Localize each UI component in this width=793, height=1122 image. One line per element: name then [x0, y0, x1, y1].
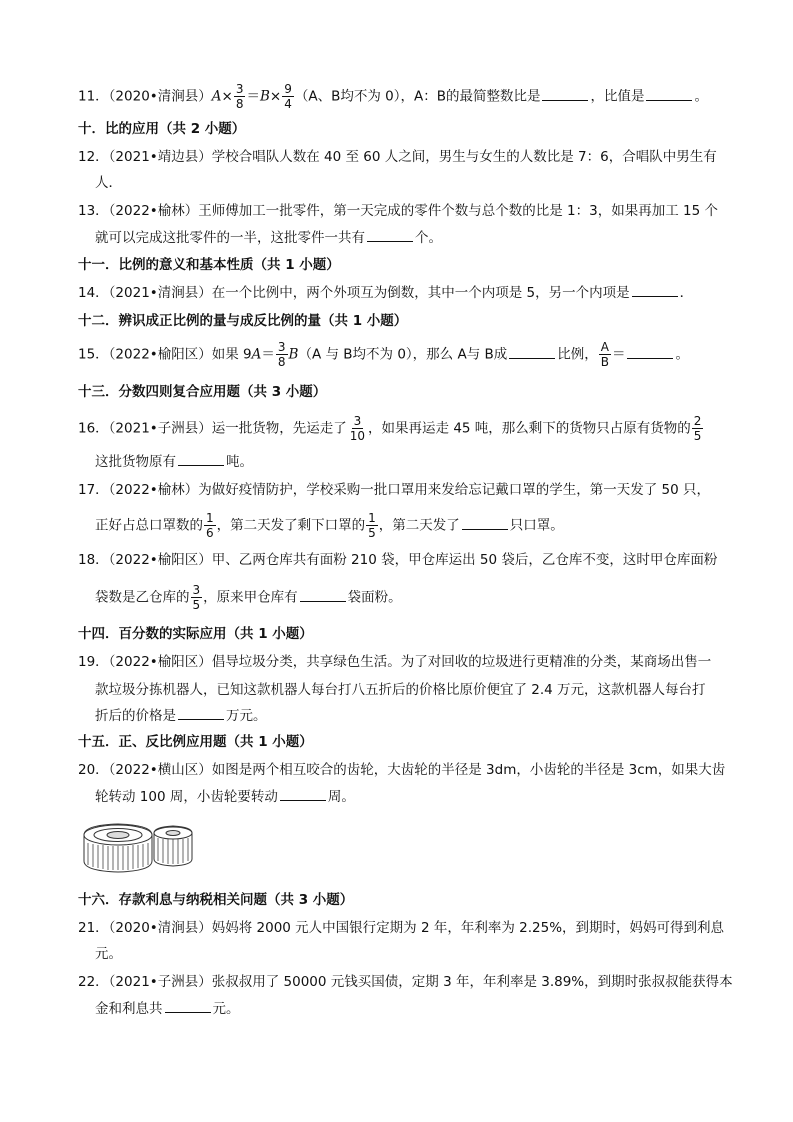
section-heading-12: 十二．辨识成正比例的量与成反比例的量（共 1 小题） [78, 313, 408, 329]
question-13-unit: 个。 [415, 230, 442, 246]
answer-blank[interactable] [542, 88, 588, 101]
numerator: 3 [353, 414, 362, 428]
question-15-text-2: 比例， [557, 346, 598, 363]
gears-figure [78, 815, 196, 877]
question-19-line-1: 19．（2022•榆阳区）倡导垃圾分类，共享绿色生活。为了对回收的垃圾进行更精准的分类，某商场出售一 [78, 654, 712, 670]
answer-blank[interactable] [178, 707, 224, 720]
question-17-text: 正好占总口罩数的 [95, 517, 203, 534]
question-20-line-1: 20．（2022•横山区）如图是两个相互咬合的齿轮，大齿轮的半径是 3dm，小齿轮的半径是 3cm，如果大齿 [78, 762, 726, 778]
question-16-text: 16．（2021•子洲县）运一批货物，先运走了 [78, 420, 347, 437]
answer-blank[interactable] [646, 88, 692, 101]
fraction-9-4 [282, 82, 294, 111]
question-18-line-1: 18．（2022•榆阳区）甲、乙两仓库共有面粉 210 袋，甲仓库运出 50 袋后，乙仓库不变，这时甲仓库面粉 [78, 552, 718, 568]
denominator: B [600, 355, 609, 369]
question-21-line-2: 元。 [95, 946, 122, 962]
times-sign: × [221, 88, 233, 105]
answer-blank[interactable] [280, 788, 326, 801]
question-14 [78, 283, 718, 303]
question-17-line-1: 17．（2022•榆林）为做好疫情防护，学校采购一批口罩用来发给忘记戴口罩的学生，第一天发了 50 只， [78, 482, 711, 498]
denominator: 5 [192, 598, 201, 612]
section-heading-10: 十．比的应用（共 2 小题） [78, 121, 246, 137]
question-20-line-2 [95, 787, 735, 807]
denominator: 5 [693, 429, 702, 443]
fraction-2-5 [692, 414, 704, 443]
question-15 [78, 340, 718, 369]
question-22-line-1: 22．（2021•子洲县）张叔叔用了 50000 元钱买国债，定期 3 年，年利率是 3.89%，到期时张叔叔能获得本 [78, 974, 733, 990]
question-21-line-1: 21．（2020•清涧县）妈妈将 2000 元人中国银行定期为 2 年，年利率为 2.25%，到期时，妈妈可得到利息 [78, 920, 725, 936]
question-13-line-1: 13．（2022•榆林）王师傅加工一批零件，第一天完成的零件个数与总个数的比是 1：3，如果再加工 15 个 [78, 203, 718, 219]
question-22-text: 金和利息共 [95, 1001, 163, 1017]
numerator: 1 [206, 511, 214, 525]
denominator: 8 [235, 97, 244, 111]
var-b: B [288, 346, 299, 363]
question-11-text: （A、B均不为 0），A：B的最简整数比是 [294, 88, 541, 105]
var-a: A [211, 88, 222, 105]
section-heading-11: 十一．比例的意义和基本性质（共 1 小题） [78, 257, 340, 273]
question-18-text: 袋数是乙仓库的 [95, 589, 190, 606]
fraction-3-8 [234, 82, 246, 111]
question-11-source: 11．（2020•清涧县） [78, 88, 212, 105]
answer-blank[interactable] [178, 453, 224, 466]
fraction-1-5 [366, 511, 378, 540]
question-17-unit: 只口罩。 [509, 517, 564, 534]
numerator: 9 [284, 82, 292, 96]
numerator: 3 [277, 340, 286, 354]
question-19-line-3 [95, 706, 735, 726]
fraction-3-5 [191, 583, 203, 612]
equals-sign: ＝ [246, 88, 260, 105]
question-17-line-2 [95, 511, 735, 540]
numerator: 3 [192, 583, 201, 597]
numerator: A [600, 340, 609, 354]
answer-blank[interactable] [632, 284, 678, 297]
denominator: 8 [277, 355, 286, 369]
fraction-a-over-b [599, 340, 611, 369]
question-11 [78, 82, 718, 111]
question-18-text-2: ，原来甲仓库有 [203, 589, 298, 606]
denominator: 4 [284, 97, 292, 111]
question-17-text-2: ，第二天发了剩下口罩的 [216, 517, 366, 534]
question-12-line-1: 12．（2021•靖边县）学校合唱队人数在 40 至 60 人之间，男生与女生的人数比是 7：6，合唱队中男生有 [78, 149, 717, 165]
small-gear-icon [154, 826, 192, 866]
fraction-3-10 [348, 414, 367, 443]
question-17-text-3: ，第二天发了 [378, 517, 460, 534]
question-14-text: 14．（2021•清涧县）在一个比例中，两个外项互为倒数，其中一个内项是 5，另一个内项是 [78, 285, 630, 301]
question-12-line-2: 人． [95, 175, 122, 191]
section-heading-16: 十六．存款利息与纳税相关问题（共 3 小题） [78, 892, 354, 908]
question-16-unit: 吨。 [226, 454, 253, 470]
fraction-3-8 [276, 340, 288, 369]
answer-blank[interactable] [509, 346, 555, 359]
denominator: 5 [368, 526, 376, 540]
question-19-unit: 万元。 [226, 708, 267, 724]
question-16-line-2 [95, 452, 735, 472]
answer-blank[interactable] [627, 346, 673, 359]
fraction-1-6 [204, 511, 216, 540]
section-heading-13: 十三．分数四则复合应用题（共 3 小题） [78, 384, 327, 400]
question-22-line-2 [95, 999, 735, 1019]
question-20-text: 轮转动 100 周，小齿轮要转动 [95, 789, 278, 805]
question-19-line-2: 款垃圾分拣机器人，已知这款机器人每台打八五折后的价格比原价便宜了 2.4 万元，这款机器人每台打 [95, 682, 706, 698]
numerator: 3 [235, 82, 244, 96]
question-15-source: 15．（2022•榆阳区）如果 9 [78, 346, 252, 363]
question-16-text-2: ，如果再运走 45 吨，那么剩下的货物只占原有货物的 [368, 420, 691, 437]
punctuation: ． [679, 285, 694, 301]
numerator: 1 [368, 511, 376, 525]
question-19-text: 折后的价格是 [95, 708, 176, 724]
question-16-text-3: 这批货物原有 [95, 454, 176, 470]
times-sign: × [269, 88, 282, 105]
section-heading-14: 十四．百分数的实际应用（共 1 小题） [78, 626, 313, 642]
answer-blank[interactable] [367, 229, 413, 242]
question-16-line-1 [78, 414, 718, 443]
equals-sign: ＝ [261, 346, 275, 363]
large-gear-icon [84, 824, 152, 872]
punctuation: 。 [694, 88, 708, 105]
answer-blank[interactable] [300, 589, 346, 602]
equals-sign: ＝ [611, 346, 626, 363]
question-13-line-2 [95, 228, 735, 248]
section-heading-15: 十五．正、反比例应用题（共 1 小题） [78, 734, 313, 750]
question-13-text: 就可以完成这批零件的一半，这批零件一共有 [95, 230, 365, 246]
numerator: 2 [693, 414, 702, 428]
question-20-unit: 周。 [327, 789, 355, 805]
answer-blank[interactable] [165, 1000, 211, 1013]
punctuation: 。 [675, 346, 689, 363]
denominator: 10 [349, 429, 366, 443]
question-18-line-2 [95, 583, 735, 612]
question-22-unit: 元。 [212, 1001, 240, 1017]
question-18-unit: 袋面粉。 [347, 589, 402, 606]
denominator: 6 [206, 526, 214, 540]
question-11-text-2: ，比值是 [590, 88, 645, 105]
var-a: A [251, 346, 262, 363]
answer-blank[interactable] [462, 517, 508, 530]
question-15-text: （A 与 B均不为 0），那么 A与 B成 [298, 346, 508, 363]
var-b: B [259, 88, 270, 105]
